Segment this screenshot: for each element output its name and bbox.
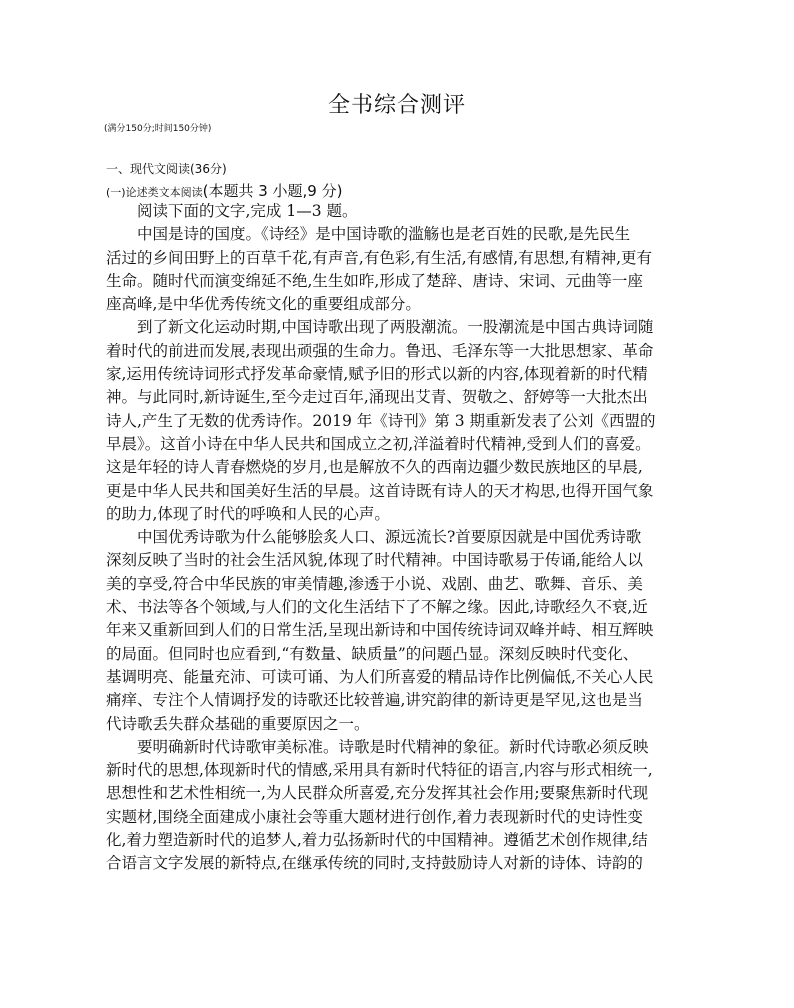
passage-line: 神。与此同时,新诗诞生,至今走过百年,涌现出艾青、贺敬之、舒婷等一大批杰出 bbox=[106, 388, 648, 407]
passage-line: 代诗歌丢失群众基础的重要原因之一。 bbox=[106, 714, 370, 733]
passage-line: 实题材,围绕全面建成小康社会等重大题材进行创作,着力表现新时代的史诗性变 bbox=[106, 807, 643, 826]
passage-line: 思想性和艺术性相统一,为人民群众所喜爱,充分发挥其社会作用;要聚焦新时代现 bbox=[106, 784, 649, 803]
passage-line: 的助力,体现了时代的呼唤和人民的心声。 bbox=[106, 504, 390, 523]
page-title: 全书综合测评 bbox=[327, 93, 466, 118]
passage-line: 中国优秀诗歌为什么能够脍炙人口、源远流长?首要原因就是中国优秀诗歌 bbox=[137, 528, 642, 547]
passage-line: 家,运用传统诗词形式抒发革命豪情,赋予旧的形式以新的内容,体现着新的时代精 bbox=[106, 365, 648, 384]
exam-meta: (满分150分;时间150分钟) bbox=[104, 124, 212, 134]
passage-line: 美的享受,符合中华民族的审美情趣,渗透于小说、戏剧、曲艺、歌舞、音乐、美 bbox=[106, 574, 643, 593]
subsection-prefix: (一)论述类文本阅读 bbox=[106, 186, 203, 199]
passage-line: 诗人,产生了无数的优秀诗作。2019 年《诗刊》第 3 期重新发表了公刘《西盟的 bbox=[106, 411, 656, 430]
passage-line: 年来又重新回到人们的日常生活,呈现出新诗和中国传统诗词双峰并峙、相互辉映 bbox=[106, 621, 654, 640]
passage-line: 化,着力塑造新时代的追梦人,着力弘扬新时代的中国精神。遵循艺术创作规律,结 bbox=[106, 831, 648, 850]
passage-line: 术、书法等各个领域,与人们的文化生活结下了不解之缘。因此,诗歌经久不衰,近 bbox=[106, 598, 648, 617]
passage-line: 新时代的思想,体现新时代的情感,采用具有新时代特征的语言,内容与形式相统一, bbox=[106, 761, 653, 780]
subsection-heading bbox=[106, 180, 342, 201]
subsection-suffix: (本题共 3 小题,9 分) bbox=[202, 182, 343, 200]
passage-line: 基调明亮、能量充沛、可读可诵、为人们所喜爱的精品诗作比例偏低,不关心人民 bbox=[106, 667, 654, 686]
passage-line: 活过的乡间田野上的百草千花,有声音,有色彩,有生活,有感情,有思想,有精神,更有 bbox=[106, 248, 652, 267]
passage-line: 座高峰,是中华优秀传统文化的重要组成部分。 bbox=[106, 295, 421, 314]
passage-line: 这是年轻的诗人青春燃烧的岁月,也是解放不久的西南边疆少数民族地区的早晨, bbox=[106, 458, 643, 477]
passage-line: 合语言文字发展的新特点,在继承传统的同时,支持鼓励诗人对新的诗体、诗韵的 bbox=[106, 854, 643, 873]
passage-body bbox=[106, 200, 696, 876]
passage-line: 早晨》。这首小诗在中华人民共和国成立之初,洋溢着时代精神,受到人们的喜爱。 bbox=[106, 434, 651, 453]
passage-line: 深刻反映了当时的社会生活风貌,体现了时代精神。中国诗歌易于传诵,能给人以 bbox=[106, 551, 643, 570]
passage-line: 着时代的前进而发展,表现出顽强的生命力。鲁迅、毛泽东等一大批思想家、革命 bbox=[106, 341, 654, 360]
passage-line: 痛痒、专注个人情调抒发的诗歌还比较普遍,讲究韵律的新诗更是罕见,这也是当 bbox=[106, 691, 643, 710]
passage-line: 更是中华人民共和国美好生活的早晨。这首诗既有诗人的天才构思,也得开国气象 bbox=[106, 481, 654, 500]
passage-line: 要明确新时代诗歌审美标准。诗歌是时代精神的象征。新时代诗歌必须反映 bbox=[137, 737, 649, 756]
passage-line: 阅读下面的文字,完成 1—3 题。 bbox=[137, 202, 358, 220]
passage-line: 到了新文化运动时期,中国诗歌出现了两股潮流。一股潮流是中国古典诗词随 bbox=[137, 318, 654, 337]
section-heading: 一、现代文阅读(36分) bbox=[106, 162, 227, 176]
passage-line: 中国是诗的国度。《诗经》是中国诗歌的滥觞也是老百姓的民歌,是先民生 bbox=[137, 225, 631, 244]
passage-line: 生命。随时代而演变绵延不绝,生生如昨,形成了楚辞、唐诗、宋词、元曲等一座 bbox=[106, 271, 643, 290]
passage-line: 的局面。但同时也应看到,“有数量、缺质量”的问题凸显。深刻反映时代变化、 bbox=[106, 644, 639, 663]
